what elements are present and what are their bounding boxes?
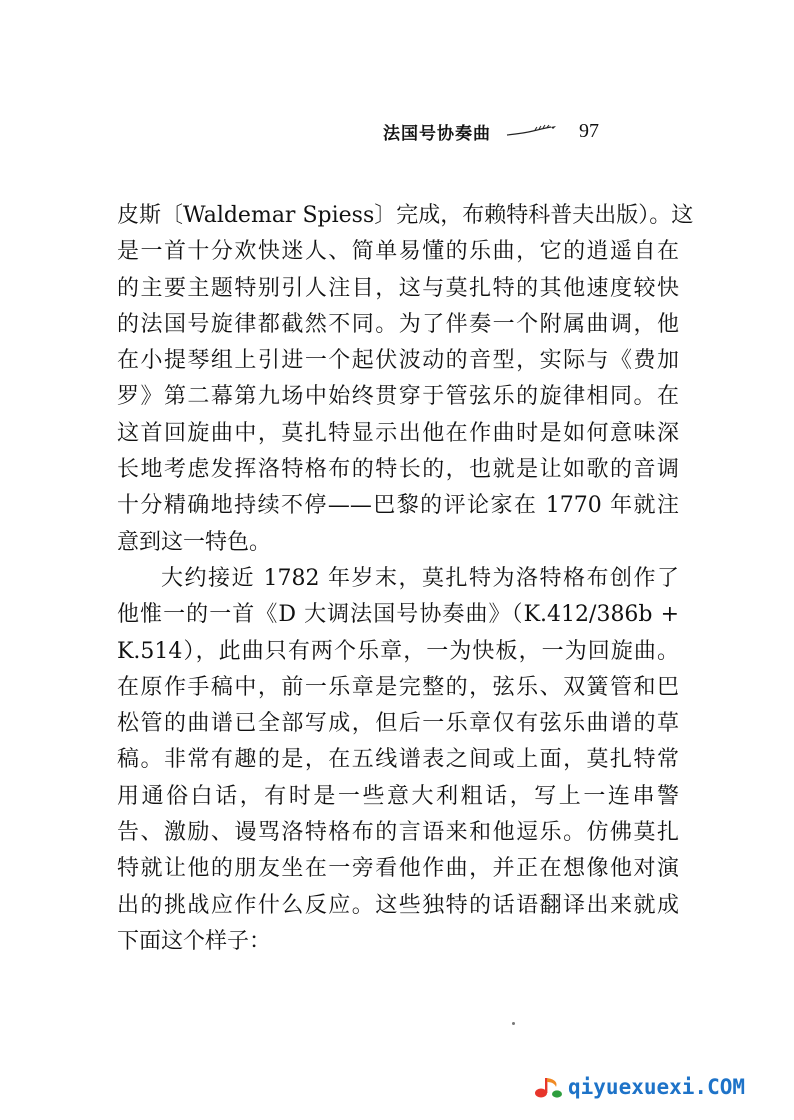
text-line: 在小提琴组上引进一个起伏波动的音型，实际与《费加 [117, 348, 679, 374]
text-line: 大约接近 1782 年岁末，莫扎特为洛特格布创作了 [161, 565, 679, 591]
chapter-title: 法国号协奏曲 [383, 123, 491, 144]
text-line: 松管的曲谱已全部写成，但后一乐章仅有弦乐曲谱的草 [117, 711, 679, 737]
body-text [117, 198, 694, 960]
paragraph [117, 561, 679, 960]
text-line: 特就让他的朋友坐在一旁看他作曲，并正在想像他对演 [117, 856, 679, 882]
text-line: 罗》第二幕第九场中始终贯穿于管弦乐的旋律相同。在 [117, 384, 679, 410]
text-line: 这首回旋曲中，莫扎特显示出他在作曲时是如何意味深 [117, 420, 679, 446]
paragraph [117, 198, 694, 561]
page-number: 97 [579, 119, 599, 142]
text-line: 用通俗白话，有时是一些意大利粗话，写上一连串警 [117, 783, 679, 809]
text-line: 长地考虑发挥洛特格布的特长的，也就是让如歌的音调 [117, 457, 679, 483]
text-line: 下面这个样子： [117, 928, 272, 954]
text-line: 是一首十分欢快迷人、简单易懂的乐曲，它的逍遥自在 [117, 239, 679, 265]
running-header [383, 118, 599, 144]
watermark-text: qiyuexuexi.COM [568, 1075, 746, 1099]
text-line: 的法国号旋律都截然不同。为了伴奏一个附属曲调，他 [117, 311, 679, 337]
text-line: 稿。非常有趣的是，在五线谱表之间或上面，莫扎特常 [117, 747, 679, 773]
text-line: 在原作手稿中，前一乐章是完整的，弦乐、双簧管和巴 [117, 674, 679, 700]
scan-speck [512, 1022, 515, 1025]
text-line: 意到这一特色。 [117, 529, 272, 555]
text-line: 的主要主题特别引人注目，这与莫扎特的其他速度较快 [117, 275, 679, 301]
text-line: 十分精确地持续不停——巴黎的评论家在 1770 年就注 [117, 493, 679, 519]
text-line: 告、激励、谩骂洛特格布的言语来和他逗乐。仿佛莫扎 [117, 820, 679, 846]
text-line: 他惟一的一首《D 大调法国号协奏曲》（K.412/386b + [117, 602, 679, 628]
text-line: K.514），此曲只有两个乐章，一为快板，一为回旋曲。 [117, 638, 679, 664]
watermark [532, 1075, 745, 1099]
text-line: 皮斯〔Waldemar Spiess〕完成，布赖特科普夫出版）。这 [117, 203, 694, 228]
decorative-flourish-icon [505, 124, 561, 138]
text-line: 出的挑战应作什么反应。这些独特的话语翻译出来就成 [117, 892, 679, 918]
music-note-logo-icon [532, 1075, 566, 1099]
